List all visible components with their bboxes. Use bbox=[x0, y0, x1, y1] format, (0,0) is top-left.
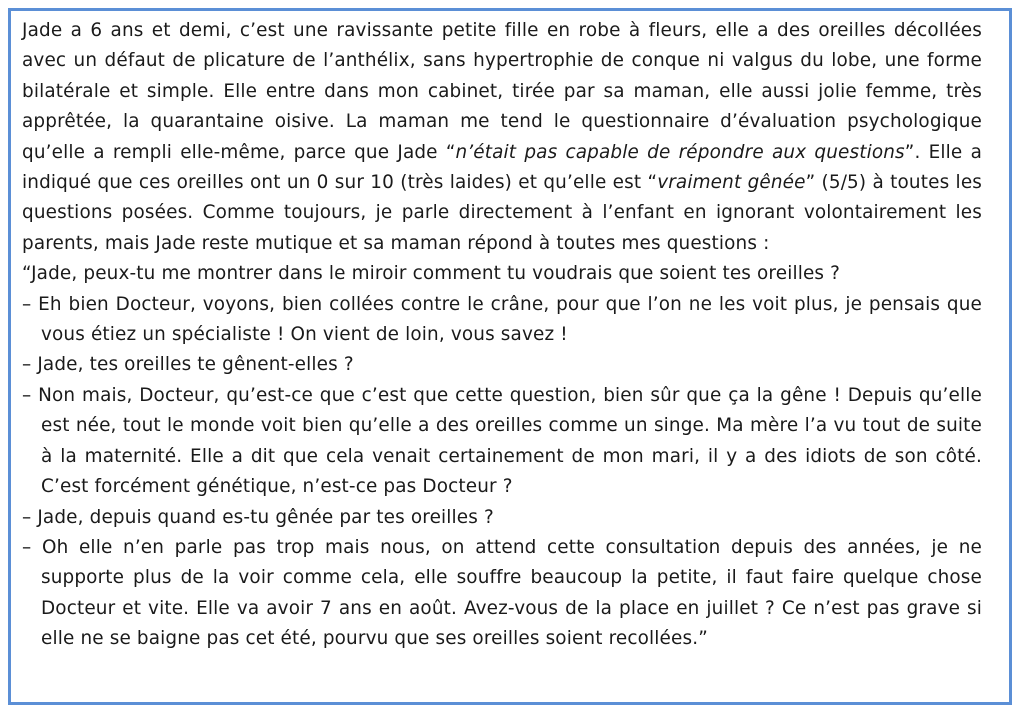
first-question: “Jade, peux-tu me montrer dans le miroir comment tu voudrais que soient tes oreilles ? bbox=[22, 263, 841, 285]
dialogue-line: – Jade, depuis quand es-tu gênée par tes oreilles ? bbox=[22, 506, 494, 528]
dialogue-line: – Oh elle n’en parle pas trop mais nous, on attend cette consultation depuis des années, je ne supporte plus de la voir comme cela, elle souffre beaucoup la petite, il faut faire quelque chose Docteur et vite. Elle va avoir 7 ans en août. Avez-vous de la place en juillet ? Ce n’est pas grave si elle ne se baigne pas cet été, pourvu que ses oreilles soient recollées.” bbox=[22, 536, 982, 650]
intro-text-2: ”. Elle a indiqué que ces oreilles ont un 0 sur 10 (très laides) et qu’elle est “ bbox=[22, 141, 982, 194]
dialogue-line: – Eh bien Docteur, voyons, bien collées contre le crâne, pour que l’on ne les voit plus, je pensais que vous étiez un spécialiste ! On vient de loin, vous savez ! bbox=[22, 293, 982, 346]
intro-italic-2: vraiment gênée bbox=[657, 172, 806, 194]
intro-text-3: ” (5/5) à toutes les questions posées. Comme toujours, je parle directement à l’enfant en ignorant volontairement les parents, mais Jade reste mutique et sa maman répond à toutes mes questions : bbox=[22, 172, 983, 254]
intro-text-1: Jade a 6 ans et demi, c’est une ravissante petite fille en robe à fleurs, elle a des oreilles décollées avec un défaut de plicature de l’anthélix, sans hypertrophie de conque ni valgus du lobe, une forme bilatérale et simple. Elle entre dans mon cabinet, tirée par sa maman, elle aussi jolie femme, très apprêtée, la quarantaine oisive. La maman me tend le questionnaire d’évaluation psychologique qu’elle a rempli elle-même, parce que Jade “ bbox=[22, 20, 982, 163]
dialogue-line: – Jade, tes oreilles te gênent-elles ? bbox=[22, 354, 354, 376]
intro-italic-1: n’était pas capable de répondre aux questions bbox=[455, 141, 905, 163]
dialogue-line: – Non mais, Docteur, qu’est-ce que c’est que cette question, bien sûr que ça la gêne ! Depuis qu’elle est née, tout le monde voit bien qu’elle a des oreilles comme un singe. Ma mère l’a vu tout de suite à la maternité. Elle a dit que cela venait certainement de mon mari, il y a des idiots de son côté. C’est forcément génétique, n’est-ce pas Docteur ? bbox=[22, 384, 982, 498]
intro-paragraph bbox=[22, 16, 982, 259]
text-body bbox=[22, 16, 982, 655]
